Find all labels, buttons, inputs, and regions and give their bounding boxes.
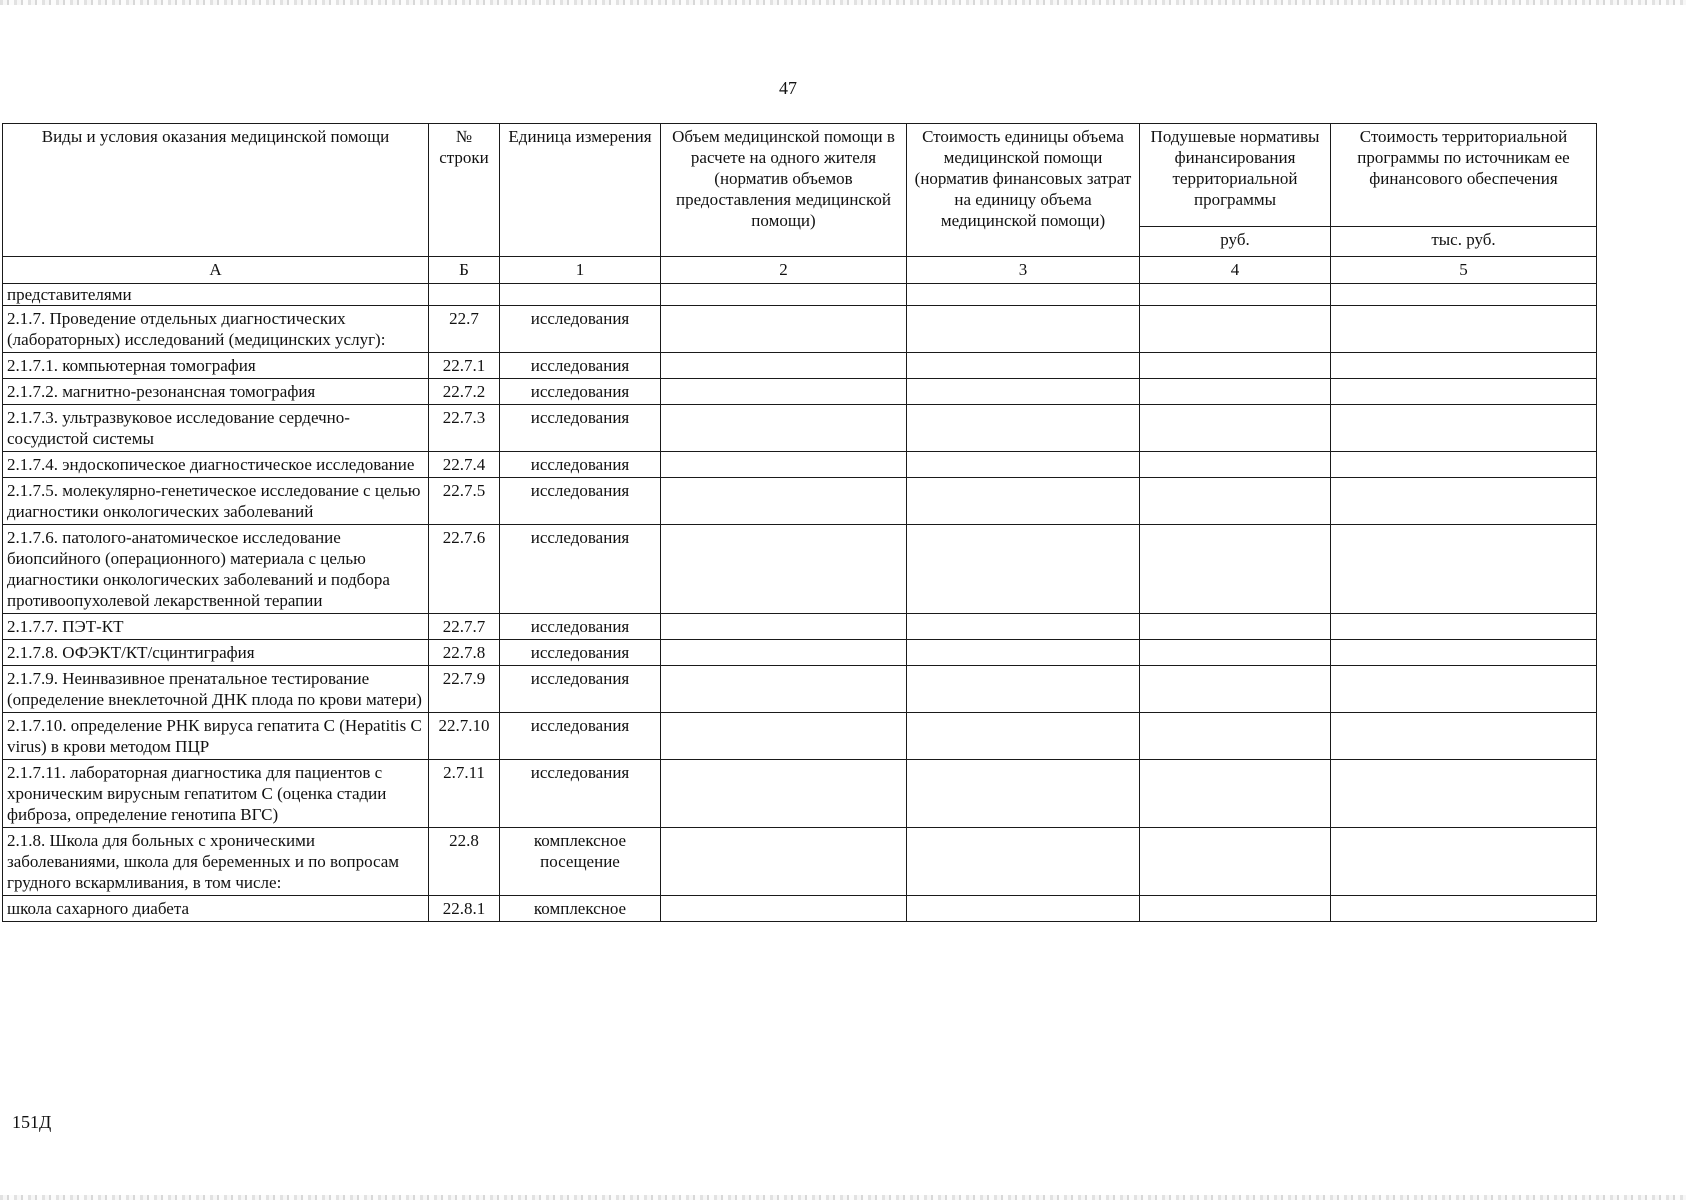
row-unit: исследования xyxy=(500,379,661,405)
table-row xyxy=(3,525,1597,614)
row-cell-3 xyxy=(907,478,1140,525)
row-number: 22.7 xyxy=(429,306,500,353)
row-cell-3 xyxy=(907,760,1140,828)
table-row xyxy=(3,896,1597,922)
row-cell-2 xyxy=(661,478,907,525)
row-number: 2.7.11 xyxy=(429,760,500,828)
table-row xyxy=(3,353,1597,379)
row-name: 2.1.7.9. Неинвазивное пренатальное тестирование (определение внеклеточной ДНК плода по крови матери) xyxy=(3,666,429,713)
header-col-b: № строки xyxy=(429,124,500,257)
table-row xyxy=(3,478,1597,525)
row-cell-2 xyxy=(661,760,907,828)
row-cell-3 xyxy=(907,306,1140,353)
row-name: 2.1.8. Школа для больных с хроническими заболеваниями, школа для беременных и по вопросам грудного вскармливания, в том числе: xyxy=(3,828,429,896)
row-number: 22.7.3 xyxy=(429,405,500,452)
row-number: 22.7.9 xyxy=(429,666,500,713)
row-cell-4 xyxy=(1140,614,1331,640)
table-row xyxy=(3,452,1597,478)
row-unit xyxy=(500,284,661,306)
table-row xyxy=(3,828,1597,896)
row-cell-4 xyxy=(1140,640,1331,666)
row-cell-5 xyxy=(1331,405,1597,452)
row-cell-2 xyxy=(661,666,907,713)
column-letters-row xyxy=(3,257,1597,284)
row-cell-5 xyxy=(1331,379,1597,405)
row-unit: исследования xyxy=(500,640,661,666)
row-cell-4 xyxy=(1140,284,1331,306)
row-unit: исследования xyxy=(500,452,661,478)
row-cell-3 xyxy=(907,713,1140,760)
row-cell-3 xyxy=(907,828,1140,896)
header-row xyxy=(3,124,1597,227)
row-name: 2.1.7.7. ПЭТ-КТ xyxy=(3,614,429,640)
header-col-3: Стоимость единицы объема медицинской помощи (норматив финансовых затрат на единицу объема медицинской помощи) xyxy=(907,124,1140,257)
table-row xyxy=(3,614,1597,640)
row-name: 2.1.7.2. магнитно-резонансная томография xyxy=(3,379,429,405)
column-letter: 3 xyxy=(907,257,1140,284)
row-number: 22.8 xyxy=(429,828,500,896)
row-number: 22.7.10 xyxy=(429,713,500,760)
row-cell-2 xyxy=(661,405,907,452)
row-cell-3 xyxy=(907,353,1140,379)
row-number: 22.7.1 xyxy=(429,353,500,379)
row-cell-4 xyxy=(1140,828,1331,896)
column-letter: 5 xyxy=(1331,257,1597,284)
row-unit: исследования xyxy=(500,405,661,452)
row-cell-2 xyxy=(661,452,907,478)
row-number: 22.7.5 xyxy=(429,478,500,525)
header-col-4: Подушевые нормативы финансирования территориальной программы xyxy=(1140,124,1331,227)
row-number: 22.8.1 xyxy=(429,896,500,922)
header-col-1: Единица измерения xyxy=(500,124,661,257)
report-table xyxy=(2,123,1597,922)
header-col-5: Стоимость территориальной программы по источникам ее финансового обеспечения xyxy=(1331,124,1597,227)
row-name: школа сахарного диабета xyxy=(3,896,429,922)
row-cell-4 xyxy=(1140,306,1331,353)
row-cell-5 xyxy=(1331,353,1597,379)
row-name: 2.1.7.1. компьютерная томография xyxy=(3,353,429,379)
row-cell-3 xyxy=(907,405,1140,452)
row-cell-5 xyxy=(1331,666,1597,713)
row-cell-3 xyxy=(907,284,1140,306)
row-number: 22.7.7 xyxy=(429,614,500,640)
row-cell-5 xyxy=(1331,478,1597,525)
row-cell-2 xyxy=(661,614,907,640)
row-cell-5 xyxy=(1331,713,1597,760)
row-number: 22.7.2 xyxy=(429,379,500,405)
row-cell-3 xyxy=(907,525,1140,614)
row-cell-4 xyxy=(1140,379,1331,405)
column-letter: 1 xyxy=(500,257,661,284)
table-row xyxy=(3,405,1597,452)
row-cell-5 xyxy=(1331,640,1597,666)
row-cell-4 xyxy=(1140,405,1331,452)
row-unit: исследования xyxy=(500,306,661,353)
row-cell-4 xyxy=(1140,353,1331,379)
row-cell-2 xyxy=(661,713,907,760)
column-letter: 4 xyxy=(1140,257,1331,284)
row-cell-5 xyxy=(1331,284,1597,306)
row-cell-5 xyxy=(1331,306,1597,353)
table-row xyxy=(3,640,1597,666)
header-col-a: Виды и условия оказания медицинской помощи xyxy=(3,124,429,257)
row-cell-4 xyxy=(1140,525,1331,614)
row-name: 2.1.7.3. ультразвуковое исследование сердечно-сосудистой системы xyxy=(3,405,429,452)
row-number: 22.7.4 xyxy=(429,452,500,478)
row-cell-2 xyxy=(661,284,907,306)
scan-edge-bottom xyxy=(0,1195,1686,1200)
row-name: 2.1.7.11. лабораторная диагностика для пациентов с хроническим вирусным гепатитом С (оценка стадии фиброза, определение генотипа ВГС) xyxy=(3,760,429,828)
row-unit: комплексное xyxy=(500,896,661,922)
row-cell-2 xyxy=(661,828,907,896)
column-letter: А xyxy=(3,257,429,284)
row-unit: исследования xyxy=(500,525,661,614)
row-cell-3 xyxy=(907,640,1140,666)
row-cell-4 xyxy=(1140,896,1331,922)
header-col-2: Объем медицинской помощи в расчете на одного жителя (норматив объемов предоставления медицинской помощи) xyxy=(661,124,907,257)
row-number: 22.7.8 xyxy=(429,640,500,666)
row-cell-5 xyxy=(1331,896,1597,922)
row-cell-5 xyxy=(1331,760,1597,828)
row-unit: исследования xyxy=(500,353,661,379)
row-cell-4 xyxy=(1140,713,1331,760)
row-unit: исследования xyxy=(500,760,661,828)
column-letter: Б xyxy=(429,257,500,284)
row-unit: исследования xyxy=(500,614,661,640)
row-name: 2.1.7.6. патолого-анатомическое исследование биопсийного (операционного) материала с целью диагностики онкологических заболеваний и подбора противоопухолевой лекарственной терапии xyxy=(3,525,429,614)
row-cell-4 xyxy=(1140,478,1331,525)
scan-edge-top xyxy=(0,0,1686,5)
row-cell-5 xyxy=(1331,614,1597,640)
row-number: 22.7.6 xyxy=(429,525,500,614)
table-row xyxy=(3,284,1597,306)
row-cell-5 xyxy=(1331,828,1597,896)
row-cell-3 xyxy=(907,666,1140,713)
table-row xyxy=(3,379,1597,405)
row-cell-4 xyxy=(1140,452,1331,478)
row-unit: комплексное посещение xyxy=(500,828,661,896)
document-code: 151Д xyxy=(12,1112,52,1132)
row-cell-3 xyxy=(907,614,1140,640)
row-cell-3 xyxy=(907,452,1140,478)
row-unit: исследования xyxy=(500,478,661,525)
row-name: представителями xyxy=(3,284,429,306)
row-unit: исследования xyxy=(500,713,661,760)
table-row xyxy=(3,666,1597,713)
table-row xyxy=(3,713,1597,760)
row-cell-2 xyxy=(661,353,907,379)
row-name: 2.1.7.4. эндоскопическое диагностическое исследование xyxy=(3,452,429,478)
header-unit-4: руб. xyxy=(1140,226,1331,256)
row-name: 2.1.7. Проведение отдельных диагностических (лабораторных) исследований (медицинских услуг): xyxy=(3,306,429,353)
row-number xyxy=(429,284,500,306)
table-row xyxy=(3,306,1597,353)
row-cell-4 xyxy=(1140,760,1331,828)
row-cell-2 xyxy=(661,379,907,405)
table-row xyxy=(3,760,1597,828)
row-cell-4 xyxy=(1140,666,1331,713)
page-number: 47 xyxy=(779,78,797,98)
row-cell-5 xyxy=(1331,525,1597,614)
row-cell-5 xyxy=(1331,452,1597,478)
row-cell-3 xyxy=(907,379,1140,405)
row-cell-2 xyxy=(661,896,907,922)
header-unit-5: тыс. руб. xyxy=(1331,226,1597,256)
column-letter: 2 xyxy=(661,257,907,284)
row-unit: исследования xyxy=(500,666,661,713)
row-cell-2 xyxy=(661,306,907,353)
row-name: 2.1.7.5. молекулярно-генетическое исследование с целью диагностики онкологических заболеваний xyxy=(3,478,429,525)
row-cell-2 xyxy=(661,640,907,666)
row-name: 2.1.7.10. определение РНК вируса гепатита С (Hepatitis C virus) в крови методом ПЦР xyxy=(3,713,429,760)
row-name: 2.1.7.8. ОФЭКТ/КТ/сцинтиграфия xyxy=(3,640,429,666)
row-cell-3 xyxy=(907,896,1140,922)
row-cell-2 xyxy=(661,525,907,614)
